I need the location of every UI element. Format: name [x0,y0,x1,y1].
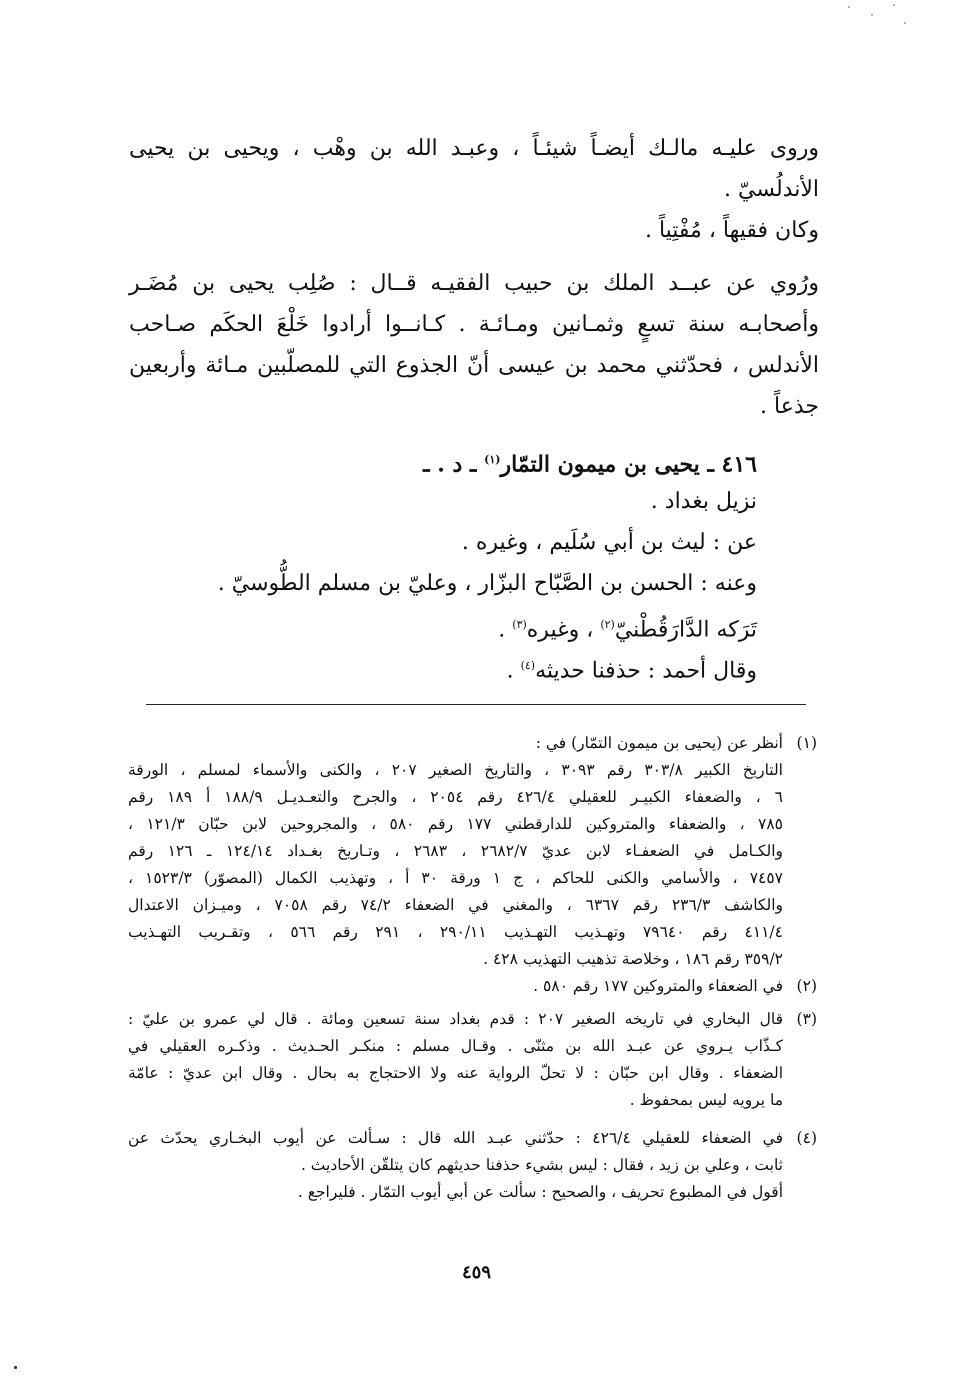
footnote-3-line-1: قال البخاري في تاريخه الصغير ٢٠٧ : قدم بغداد سنة تسعين ومائة . قال لي عمرو بن عليّ : [128,1010,783,1028]
footnote-ref-3: (٣) [512,618,527,631]
footnote-1-line-1: أنظر عن (يحيى بن ميمون التمّار) في : [535,734,783,752]
entry-heading [423,446,757,478]
entry-line-ahmad-end: . [506,658,521,684]
footnote-1-line-3: ٦ ، والضعفاء الكبيـر للعقيلي ٤٢٦/٤ رقم ٢٠٥٤ ، والجرح والتعـديـل ١٨٨/٩ أ ١٨٩ رقم [128,788,783,806]
footnote-3-line-2: كـذّاب يـروي عن عبـد الله بن مثنّى . وقـال مسلم : منكـر الحـديث . وذكـره العقيلي في [128,1037,783,1055]
footnote-2-line-1: في الضعفاء والمتروكين ١٧٧ رقم ٥٨٠ . [533,977,783,995]
footnote-1-line-2: التاريخ الكبير ٣٠٣/٨ رقم ٣٠٩٣ ، والتاريخ الصغير ٢٠٧ ، والكنى والأسماء لمسلم ، الورقة [128,761,783,779]
footnote-4-line-3: أقول في المطبوع تحريف ، والصحيح : سألت عن أبي أيوب التمّار . فليراجع . [297,1183,783,1201]
footnote-separator [146,704,806,705]
footnote-4-number: (٤) [796,1129,817,1147]
scan-speck [871,14,873,16]
paragraph-2: وكان فقيهاً ، مُفْتِياً . [644,218,819,243]
paragraph-3-line-4: جذعاً . [760,394,819,419]
entry-line-abandoned-end: . [498,617,513,643]
footnote-4-line-2: ثابت ، وعلي بن زيد ، فقال : ليس بشيء حذفنا حديثهم كان يتلقّن الأحاديث . [300,1156,783,1174]
paragraph-3-line-2: وأصحابـه سنة تسعٍ وثمـانين ومـائـة . كـانــوا أرادوا خَلْعَ الحكَم صـاحب [129,312,819,337]
footnote-1-line-9: ٣٥٩/٢ رقم ١٨٦ ، وخلاصة تذهيب التهذيب ٤٢٨ . [483,950,783,968]
page-number: ٤٥٩ [461,1262,491,1283]
entry-line-abandoned-mid: ، وغيره [526,617,601,643]
footnote-ref-1: (١) [484,453,501,466]
footnote-3-line-4: ما يرويه ليس بمحفوظ . [629,1091,783,1109]
entry-line-ahmad-text: وقال أحمد : حذفنا حديثه [535,658,757,684]
footnote-1-line-4: ٧٨٥ ، والضعفاء والمتروكين للدارقطني ١٧٧ رقم ٥٨٠ ، والمجروحين لابن حبّان ١٢١/٣ ، [128,815,783,833]
footnote-3-line-3: الضعفاء . وقال ابن حبّان : لا تحلّ الرواية عنه ولا الاحتجاج به بحال . وقال ابن عديّ : عامّة [128,1064,783,1082]
entry-line-abandoned [498,611,757,644]
entry-heading-text: ٤١٦ ـ يحيى بن ميمون التمّار [500,451,757,478]
paragraph-3-line-1: ورُوي عن عبــد الملك بن حبيب الفقيـه قــال : صُلِب يحيى بن مُضَـر [129,271,819,296]
footnote-1-line-5: والكـامل في الضعفـاء لابن عديّ ٢٦٨٢/٧ ، ٢٦٨٣ ، وتـاريخ بغـداد ١٢٤/١٤ ـ ١٢٦ رقم [128,842,783,860]
entry-line-ahmad [507,652,757,685]
entry-line-residence: نزيل بغداد . [650,489,757,514]
scan-speck [848,6,850,8]
footnote-1-line-8: ٤١١/٤ رقم ٧٩٦٤٠ وتهـذيب التهـذيب ٢٩٠/١١ ، ٢٩١ رقم ٥٦٦ ، وتقـريب التهـذيب [128,923,783,941]
footnote-3-number: (٣) [796,1010,817,1028]
entry-line-teachers: عن : ليث بن أبي سُلَيم ، وغيره . [461,530,757,555]
scan-speck [904,22,906,24]
footnote-ref-4: (٤) [520,659,536,672]
footnote-2-number: (٢) [796,977,817,995]
footnote-1-number: (١) [796,734,817,752]
paragraph-1-line-2: الأندلُسيّ . [724,177,819,202]
scan-speck [893,4,895,6]
entry-line-abandoned-text: تَرَكه الدَّارَقُطْنيّ [614,617,757,643]
paragraph-3-line-3: الأندلس ، فحدّثني محمد بن عيسى أنّ الجذوع التي للمصلّبين مـائة وأربعين [129,353,819,378]
footnote-1-line-6: ٧٤٥٧ ، والأسامي والكنى للحاكم ، ج ١ ورقة ٣٠ أ ، وتهذيب الكمال (المصوّر) ١٥٢٣/٣ ، [128,869,783,887]
footnote-ref-2: (٢) [600,618,615,631]
footnote-4-line-1: في الضعفاء للعقيلي ٤٢٦/٤ : حدّثني عبـد الله قال : سـألت عن أيوب البخـاري يحدّث عن [128,1129,784,1147]
scan-speck [14,1366,17,1369]
entry-line-students: وعنه : الحسن بن الصَّبّاح البزّار ، وعليّ بن مسلم الطُّوسيّ . [217,571,757,596]
paragraph-1-line-1: وروى عليـه مالـك أيضـاً شيئـاً ، وعبـد الله بن وهْب ، ويحيى بن يحيى [129,136,819,161]
entry-heading-tail: ـ د . ـ [423,451,485,478]
footnote-1-line-7: والكاشف ٢٣٦/٣ رقم ٦٣٦٧ ، والمغني في الضعفاء ٧٤/٢ رقم ٧٠٥٨ ، وميـزان الاعتدال [128,896,783,914]
